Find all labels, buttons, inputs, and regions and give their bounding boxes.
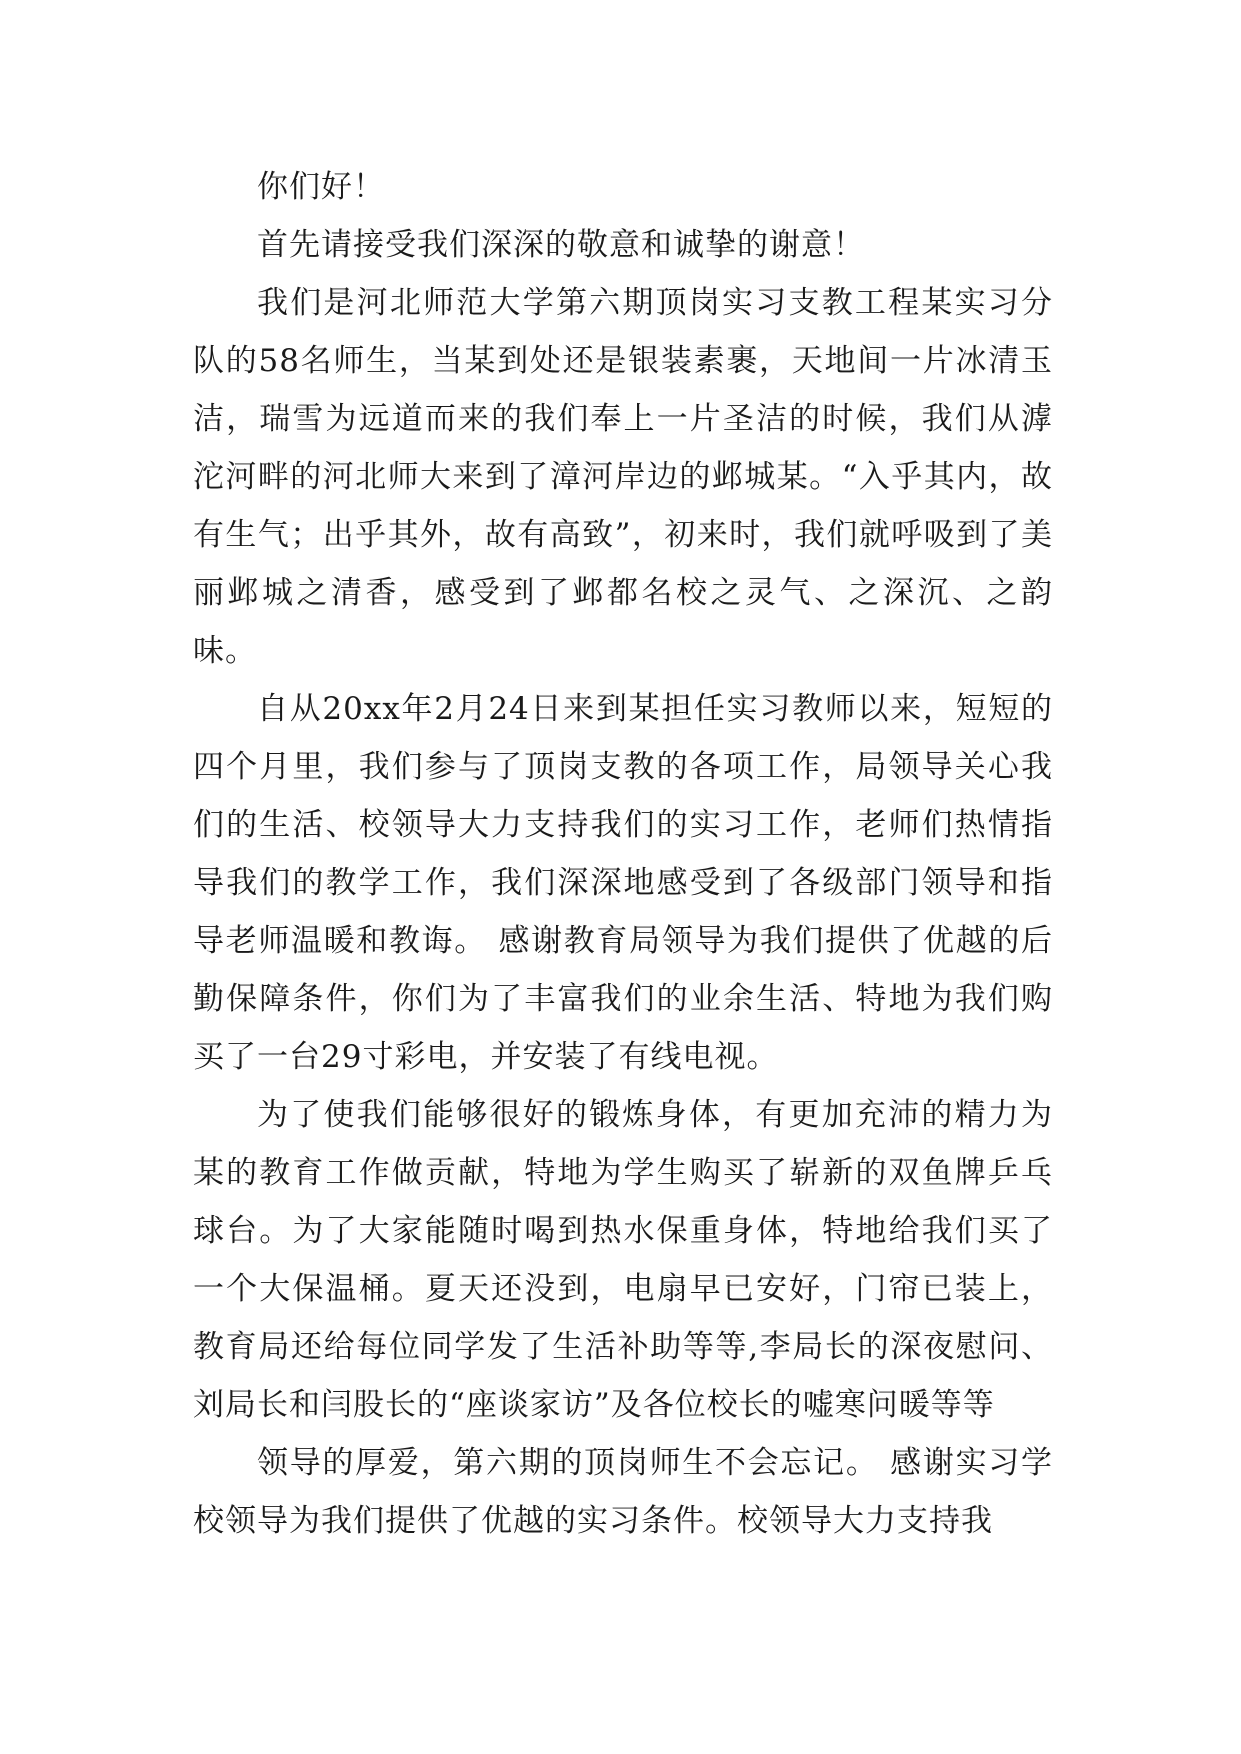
paragraph-thanks: 首先请接受我们深深的敬意和诚挚的谢意！ — [257, 227, 865, 263]
paragraph-school-thanks: 领导的厚爱，第六期的顶岗师生不会忘记。 感谢实习学校领导为我们提供了优越的实习条件。校领导大力支持我 — [193, 1445, 1053, 1539]
paragraph-introduction: 我们是河北师范大学第六期顶岗实习支教工程某实习分队的58名师生，当某到处还是银装素裹，天地间一片冰清玉洁，瑞雪为远道而来的我们奉上一片圣洁的时候，我们从滹沱河畔的河北师大来到了漳河岸边的邺城某。“入乎其内，故有生气；出乎其外，故有高致”，初来时，我们就呼吸到了美丽邺城之清香，感受到了邺都名校之灵气、之深沉、之韵味。 — [193, 285, 1053, 669]
letter-body — [193, 158, 1053, 1550]
paragraph-care-details: 为了使我们能够很好的锻炼身体，有更加充沛的精力为某的教育工作做贡献，特地为学生购买了崭新的双鱼牌乒乓球台。为了大家能随时喝到热水保重身体，特地给我们买了一个大保温桶。夏天还没到，电扇早已安好，门帘已装上，教育局还给每位同学发了生活补助等等,李局长的深夜慰问、刘局长和闫股长的“座谈家访”及各位校长的嘘寒问暖等等 — [193, 1097, 1053, 1423]
paragraph-internship-experience: 自从20xx年2月24日来到某担任实习教师以来，短短的四个月里，我们参与了顶岗支教的各项工作，局领导关心我们的生活、校领导大力支持我们的实习工作，老师们热情指导我们的教学工作，我们深深地感受到了各级部门领导和指导老师温暖和教诲。 感谢教育局领导为我们提供了优越的后勤保障条件，你们为了丰富我们的业余生活、特地为我们购买了一台29寸彩电，并安装了有线电视。 — [193, 691, 1053, 1075]
paragraph-greeting: 你们好！ — [257, 169, 385, 205]
